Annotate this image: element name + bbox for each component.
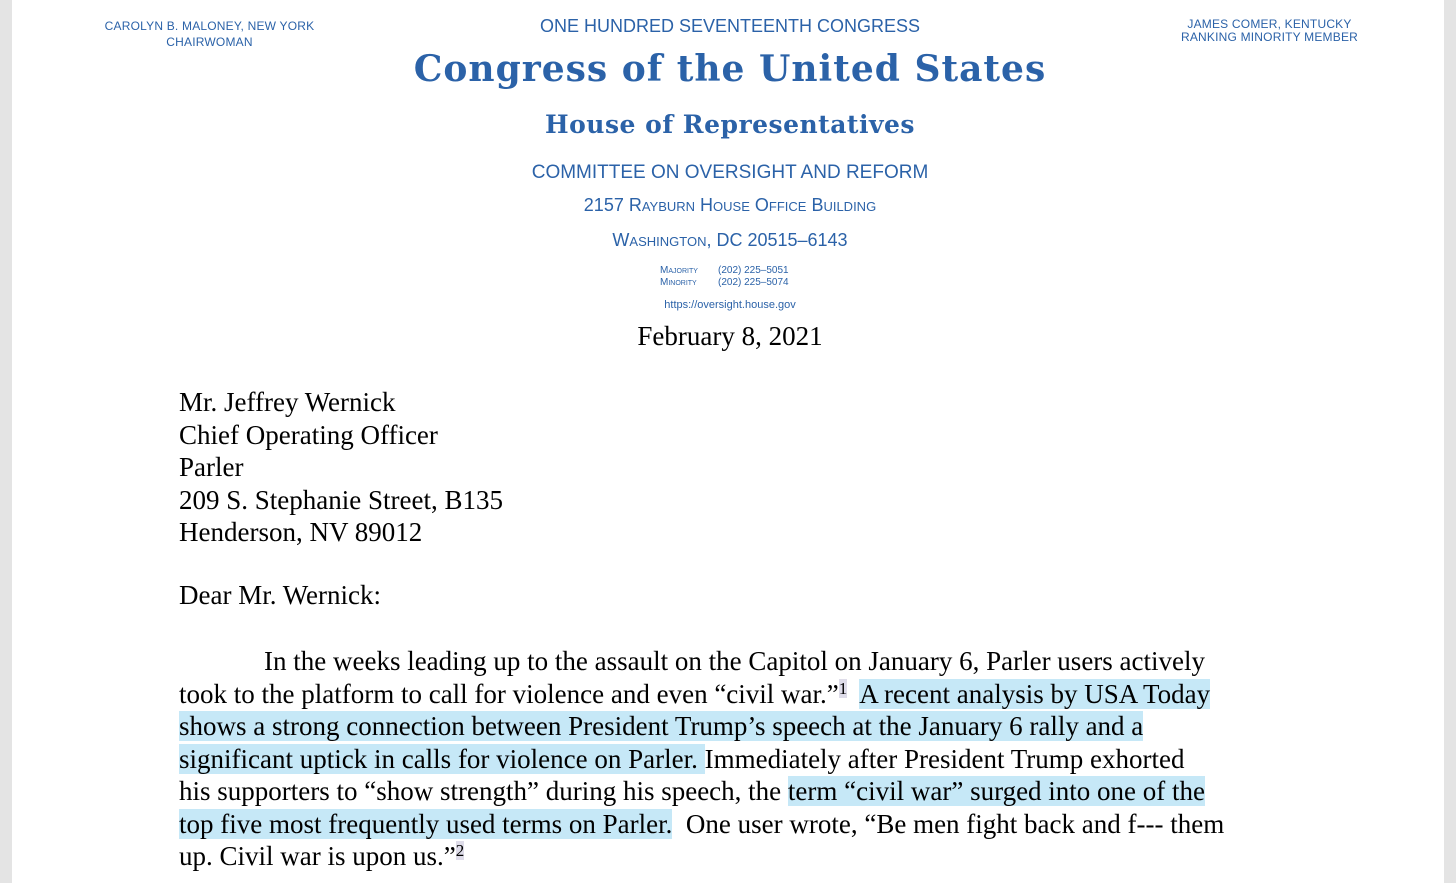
document-page [12, 0, 1444, 883]
paragraph-line: his supporters to “show strength” during his speech, the term “civil war” surged into one of the [179, 776, 1206, 806]
recipient-title: Chief Operating Officer [179, 419, 438, 450]
ranking-member-block [1162, 18, 1377, 44]
majority-label: Majority [660, 265, 698, 276]
phone-numbers [660, 265, 789, 289]
paragraph-line [179, 710, 1289, 743]
website-link[interactable]: https://oversight.house.gov [664, 299, 796, 311]
minority-phone-row [660, 277, 789, 289]
chair-title: CHAIRWOMAN [166, 35, 253, 49]
paragraph-line: took to the platform to call for violence and even “civil war.”$^1$ A recent analysis by USA Today [179, 678, 1211, 709]
minority-label: Minority [660, 277, 697, 288]
majority-phone-row [660, 265, 789, 277]
highlighted-text: top five most frequently used terms on Parler. [179, 808, 673, 839]
congress-number: ONE HUNDRED SEVENTEENTH CONGRESS [539, 16, 921, 36]
salutation: Dear Mr. Wernick: [179, 580, 382, 610]
office-address: 2157 Rayburn House Office Building [583, 195, 877, 215]
footnote-1[interactable]: 1 [838, 678, 848, 698]
body-paragraph [179, 645, 1289, 873]
ranking-member-title: RANKING MINORITY MEMBER [1180, 30, 1359, 44]
footnote-2[interactable]: 2 [455, 841, 465, 860]
letter-date: February 8, 2021 [637, 321, 823, 351]
committee-name: COMMITTEE ON OVERSIGHT AND REFORM [531, 162, 929, 183]
ranking-member-name: JAMES COMER, KENTUCKY [1187, 17, 1352, 31]
chair-block [82, 18, 337, 50]
recipient-name: Mr. Jeffrey Wernick [179, 387, 396, 417]
highlighted-text: A recent analysis by USA Today [859, 678, 1211, 709]
recipient-city: Henderson, NV 89012 [179, 517, 423, 547]
highlighted-text: significant uptick in calls for violence on Parler. [179, 743, 705, 774]
chair-name: CAROLYN B. MALONEY, NEW YORK [104, 19, 315, 33]
paragraph-line: top five most frequently used terms on Parler. One user wrote, “Be men fight back and f--- them [179, 808, 1225, 839]
highlighted-text: term “civil war” surged into one of the [787, 776, 1206, 806]
recipient-company: Parler [179, 452, 244, 482]
recipient-address [179, 386, 503, 549]
minority-phone: (202) 225–5074 [718, 277, 789, 288]
letterhead-house: House of Representatives [545, 110, 915, 139]
highlighted-text: shows a strong connection between President Trump’s speech at the January 6 rally and a [179, 711, 1144, 741]
recipient-street: 209 S. Stephanie Street, B135 [179, 484, 503, 515]
paragraph-line: In the weeks leading up to the assault on the Capitol on January 6, Parler users actively [264, 646, 1206, 676]
majority-phone: (202) 225–5051 [718, 265, 789, 276]
office-city: Washington, DC 20515–6143 [612, 230, 848, 250]
paragraph-line: significant uptick in calls for violence on Parler. Immediately after President Trump exhorted [179, 743, 1185, 774]
letterhead-title: Congress of the United States [413, 48, 1047, 90]
paragraph-line: up. Civil war is upon us.”$^2$ [179, 841, 465, 871]
